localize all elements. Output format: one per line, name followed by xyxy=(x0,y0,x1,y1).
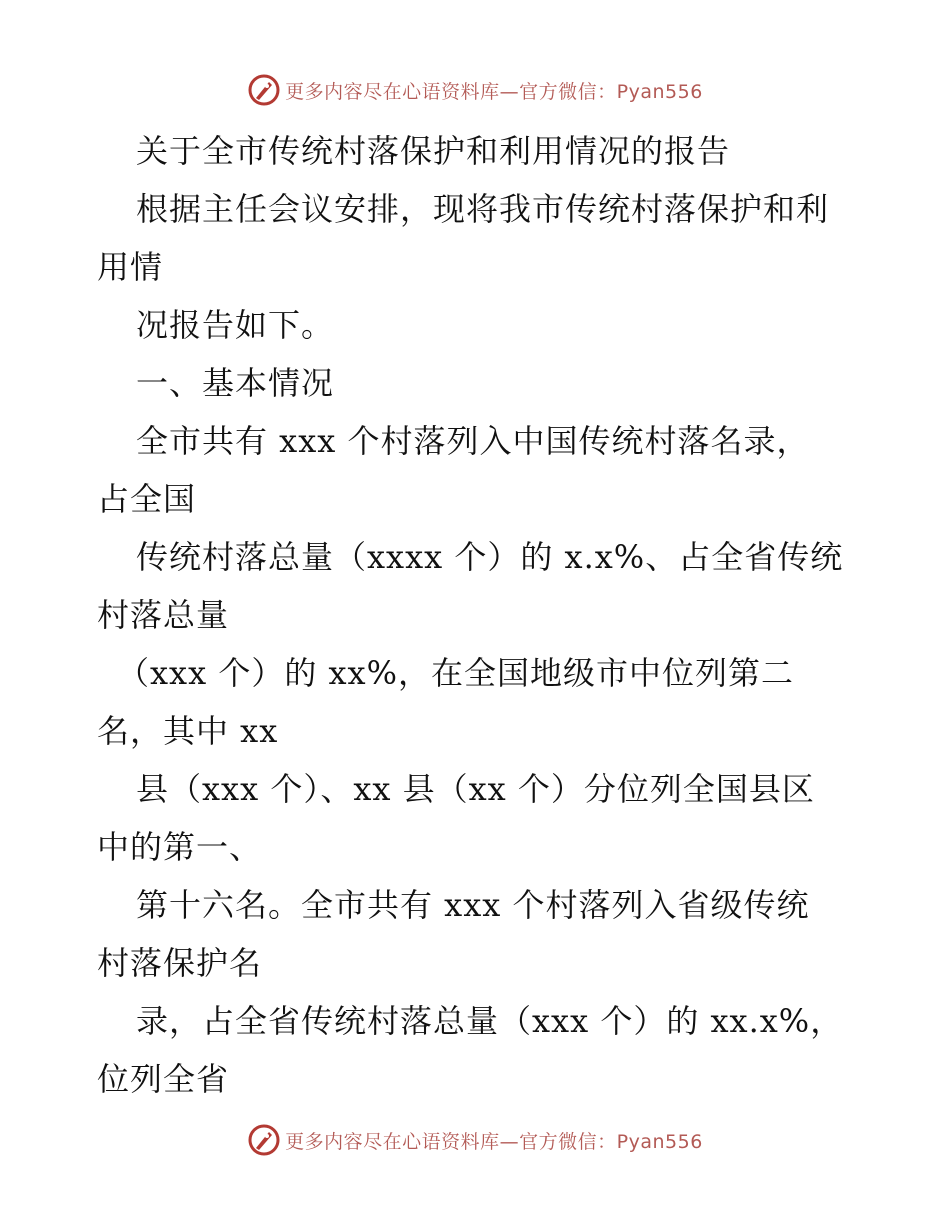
banner-text: 更多内容尽在心语资料库—官方微信：Pyan556 xyxy=(285,80,703,103)
paragraph-line: 第十六名。全市共有 xxx 个村落列入省级传统 xyxy=(136,886,810,924)
paragraph-line: 传统村落总量（xxxx 个）的 x.x%、占全省传统 xyxy=(136,538,844,576)
paragraph-line: 占全国 xyxy=(97,480,197,518)
paragraph-line: 中的第一、 xyxy=(97,828,263,866)
paragraph-line: 全市共有 xxx 个村落列入中国传统村落名录， xyxy=(136,422,810,460)
paragraph-line: 村落保护名 xyxy=(97,944,263,982)
paragraph-line: 用情 xyxy=(97,248,164,286)
paragraph-line: 根据主任会议安排，现将我市传统村落保护和利 xyxy=(136,190,830,228)
paragraph-line: 名，其中 xx xyxy=(97,712,279,750)
quill-pen-circle-icon xyxy=(247,1123,281,1157)
document-title: 关于全市传统村落保护和利用情况的报告 xyxy=(136,132,731,170)
paragraph-line: 位列全省 xyxy=(97,1060,230,1098)
footer-watermark-banner xyxy=(0,1120,950,1160)
banner-text: 更多内容尽在心语资料库—官方微信：Pyan556 xyxy=(285,1130,703,1153)
section-heading: 一、基本情况 xyxy=(136,364,335,402)
document-body xyxy=(97,122,857,1108)
paragraph-line: 村落总量 xyxy=(97,596,230,634)
paragraph-line: 录，占全省传统村落总量（xxx 个）的 xx.x%， xyxy=(136,1002,844,1040)
paragraph-line: 况报告如下。 xyxy=(136,306,335,344)
paragraph-line: 县（xxx 个）、xx 县（xx 个）分位列全国县区 xyxy=(136,770,815,808)
paragraph-line: （xxx 个）的 xx%，在全国地级市中位列第二 xyxy=(117,654,794,692)
header-watermark-banner xyxy=(0,70,950,110)
quill-pen-circle-icon xyxy=(247,73,281,107)
